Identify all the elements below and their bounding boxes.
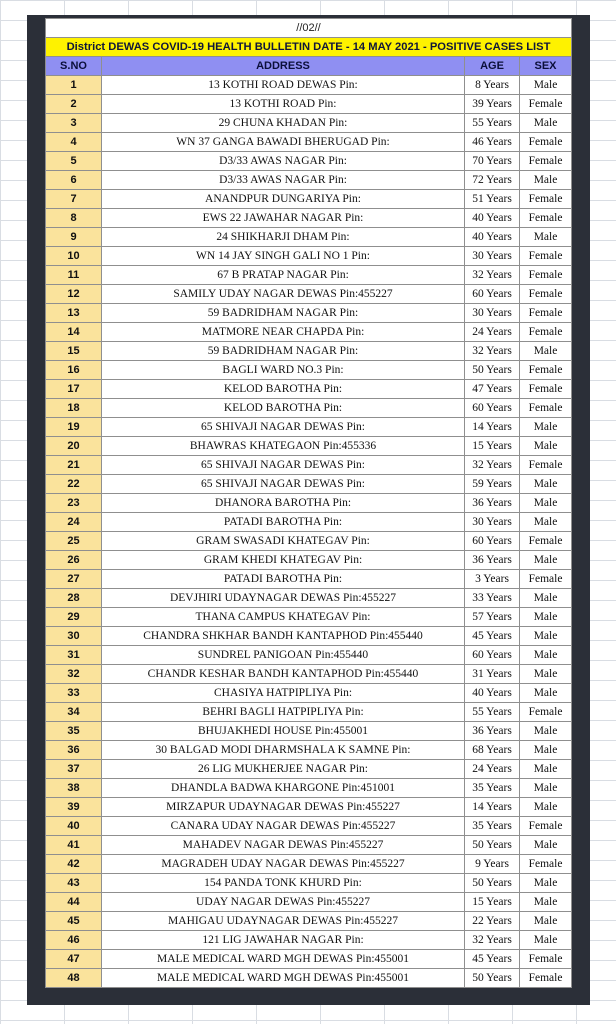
table-row bbox=[46, 171, 572, 190]
cell-address: 121 LIG JAWAHAR NAGAR Pin: bbox=[102, 931, 465, 950]
cell-sno: 22 bbox=[46, 475, 102, 494]
cell-sno: 44 bbox=[46, 893, 102, 912]
cell-address: D3/33 AWAS NAGAR Pin: bbox=[102, 152, 465, 171]
cell-age: 30 Years bbox=[465, 513, 520, 532]
cell-address: 59 BADRIDHAM NAGAR Pin: bbox=[102, 304, 465, 323]
table-row bbox=[46, 836, 572, 855]
cell-address: MALE MEDICAL WARD MGH DEWAS Pin:455001 bbox=[102, 950, 465, 969]
cell-age: 30 Years bbox=[465, 247, 520, 266]
cell-age: 24 Years bbox=[465, 760, 520, 779]
cell-age: 50 Years bbox=[465, 361, 520, 380]
table-row bbox=[46, 741, 572, 760]
table-row bbox=[46, 342, 572, 361]
table-row bbox=[46, 361, 572, 380]
cell-age: 15 Years bbox=[465, 437, 520, 456]
cell-sno: 3 bbox=[46, 114, 102, 133]
cell-address: 29 CHUNA KHADAN Pin: bbox=[102, 114, 465, 133]
cell-sex: Female bbox=[520, 950, 572, 969]
cell-address: PATADI BAROTHA Pin: bbox=[102, 513, 465, 532]
cell-sex: Male bbox=[520, 722, 572, 741]
cell-age: 22 Years bbox=[465, 912, 520, 931]
cell-age: 40 Years bbox=[465, 684, 520, 703]
table-row bbox=[46, 266, 572, 285]
table-row bbox=[46, 589, 572, 608]
cell-sex: Male bbox=[520, 342, 572, 361]
cell-sex: Female bbox=[520, 456, 572, 475]
cell-sex: Female bbox=[520, 855, 572, 874]
cell-age: 59 Years bbox=[465, 475, 520, 494]
table-row bbox=[46, 285, 572, 304]
table-row bbox=[46, 475, 572, 494]
cell-address: 65 SHIVAJI NAGAR DEWAS Pin: bbox=[102, 456, 465, 475]
cell-age: 36 Years bbox=[465, 551, 520, 570]
cell-age: 24 Years bbox=[465, 323, 520, 342]
cell-address: PATADI BAROTHA Pin: bbox=[102, 570, 465, 589]
cell-address: WN 37 GANGA BAWADI BHERUGAD Pin: bbox=[102, 133, 465, 152]
cell-address: CANARA UDAY NAGAR DEWAS Pin:455227 bbox=[102, 817, 465, 836]
cell-sno: 4 bbox=[46, 133, 102, 152]
table-row bbox=[46, 532, 572, 551]
cell-address: 154 PANDA TONK KHURD Pin: bbox=[102, 874, 465, 893]
cell-sex: Male bbox=[520, 627, 572, 646]
cell-sno: 41 bbox=[46, 836, 102, 855]
cell-sex: Female bbox=[520, 361, 572, 380]
cell-sno: 18 bbox=[46, 399, 102, 418]
cell-address: 30 BALGAD MODI DHARMSHALA K SAMNE Pin: bbox=[102, 741, 465, 760]
cell-sno: 38 bbox=[46, 779, 102, 798]
table-row bbox=[46, 950, 572, 969]
cell-sex: Male bbox=[520, 741, 572, 760]
column-header-sex: SEX bbox=[520, 57, 572, 76]
table-row bbox=[46, 760, 572, 779]
table-row bbox=[46, 551, 572, 570]
table-row bbox=[46, 323, 572, 342]
table-row bbox=[46, 855, 572, 874]
cell-address: CHASIYA HATPIPLIYA Pin: bbox=[102, 684, 465, 703]
cell-address: SUNDREL PANIGOAN Pin:455440 bbox=[102, 646, 465, 665]
cell-sex: Male bbox=[520, 418, 572, 437]
cell-sno: 6 bbox=[46, 171, 102, 190]
cell-sno: 7 bbox=[46, 190, 102, 209]
cell-address: EWS 22 JAWAHAR NAGAR Pin: bbox=[102, 209, 465, 228]
cell-sno: 32 bbox=[46, 665, 102, 684]
table-row bbox=[46, 456, 572, 475]
cell-sno: 23 bbox=[46, 494, 102, 513]
cell-age: 40 Years bbox=[465, 228, 520, 247]
cell-age: 39 Years bbox=[465, 95, 520, 114]
column-header-sno: S.NO bbox=[46, 57, 102, 76]
cell-age: 32 Years bbox=[465, 342, 520, 361]
cell-address: 13 KOTHI ROAD DEWAS Pin: bbox=[102, 76, 465, 95]
table-row bbox=[46, 399, 572, 418]
cell-address: DEVJHIRI UDAYNAGAR DEWAS Pin:455227 bbox=[102, 589, 465, 608]
cell-sex: Male bbox=[520, 760, 572, 779]
table-row bbox=[46, 893, 572, 912]
cell-sex: Female bbox=[520, 247, 572, 266]
column-header-row bbox=[46, 57, 572, 76]
cell-age: 32 Years bbox=[465, 931, 520, 950]
table-row bbox=[46, 931, 572, 950]
cell-address: D3/33 AWAS NAGAR Pin: bbox=[102, 171, 465, 190]
cell-sex: Male bbox=[520, 228, 572, 247]
cell-sno: 24 bbox=[46, 513, 102, 532]
cell-age: 55 Years bbox=[465, 114, 520, 133]
cell-age: 36 Years bbox=[465, 722, 520, 741]
table-row bbox=[46, 95, 572, 114]
cell-sno: 45 bbox=[46, 912, 102, 931]
cell-sex: Female bbox=[520, 532, 572, 551]
cell-address: 59 BADRIDHAM NAGAR Pin: bbox=[102, 342, 465, 361]
cell-address: MAGRADEH UDAY NAGAR DEWAS Pin:455227 bbox=[102, 855, 465, 874]
table-row bbox=[46, 228, 572, 247]
cell-age: 36 Years bbox=[465, 494, 520, 513]
table-row bbox=[46, 494, 572, 513]
cell-sno: 48 bbox=[46, 969, 102, 988]
cell-sno: 42 bbox=[46, 855, 102, 874]
cell-address: MATMORE NEAR CHAPDA Pin: bbox=[102, 323, 465, 342]
table-row bbox=[46, 513, 572, 532]
table-row bbox=[46, 665, 572, 684]
cell-sex: Male bbox=[520, 608, 572, 627]
column-header-age: AGE bbox=[465, 57, 520, 76]
cell-sex: Female bbox=[520, 190, 572, 209]
cell-age: 55 Years bbox=[465, 703, 520, 722]
cell-age: 33 Years bbox=[465, 589, 520, 608]
bulletin-title: District DEWAS COVID-19 HEALTH BULLETIN DATE - 14 MAY 2021 - POSITIVE CASES LIST bbox=[46, 38, 572, 57]
table-row bbox=[46, 76, 572, 95]
page-marker: //02// bbox=[46, 19, 572, 38]
cell-sex: Female bbox=[520, 969, 572, 988]
cell-age: 8 Years bbox=[465, 76, 520, 95]
cell-sex: Male bbox=[520, 114, 572, 133]
cell-sex: Female bbox=[520, 570, 572, 589]
cell-address: CHANDR KESHAR BANDH KANTAPHOD Pin:455440 bbox=[102, 665, 465, 684]
cell-age: 32 Years bbox=[465, 456, 520, 475]
cell-sno: 35 bbox=[46, 722, 102, 741]
cell-sno: 14 bbox=[46, 323, 102, 342]
table-row bbox=[46, 646, 572, 665]
cell-address: CHANDRA SHKHAR BANDH KANTAPHOD Pin:455440 bbox=[102, 627, 465, 646]
cell-age: 40 Years bbox=[465, 209, 520, 228]
cell-sno: 20 bbox=[46, 437, 102, 456]
cell-sno: 1 bbox=[46, 76, 102, 95]
cell-age: 32 Years bbox=[465, 266, 520, 285]
cell-sno: 16 bbox=[46, 361, 102, 380]
cell-sno: 36 bbox=[46, 741, 102, 760]
cell-address: MAHIGAU UDAYNAGAR DEWAS Pin:455227 bbox=[102, 912, 465, 931]
cell-sno: 28 bbox=[46, 589, 102, 608]
cell-address: 67 B PRATAP NAGAR Pin: bbox=[102, 266, 465, 285]
column-header-address: ADDRESS bbox=[102, 57, 465, 76]
cell-address: 24 SHIKHARJI DHAM Pin: bbox=[102, 228, 465, 247]
table-row bbox=[46, 684, 572, 703]
cell-age: 45 Years bbox=[465, 950, 520, 969]
cell-sex: Female bbox=[520, 399, 572, 418]
cell-address: KELOD BAROTHA Pin: bbox=[102, 380, 465, 399]
cell-sno: 5 bbox=[46, 152, 102, 171]
cell-age: 70 Years bbox=[465, 152, 520, 171]
cell-address: SAMILY UDAY NAGAR DEWAS Pin:455227 bbox=[102, 285, 465, 304]
cell-sex: Female bbox=[520, 95, 572, 114]
table-row bbox=[46, 190, 572, 209]
cell-address: 65 SHIVAJI NAGAR DEWAS Pin: bbox=[102, 475, 465, 494]
table-row bbox=[46, 418, 572, 437]
cell-age: 9 Years bbox=[465, 855, 520, 874]
cell-sno: 31 bbox=[46, 646, 102, 665]
cell-age: 51 Years bbox=[465, 190, 520, 209]
table-row bbox=[46, 912, 572, 931]
cell-age: 14 Years bbox=[465, 798, 520, 817]
page-marker-row bbox=[46, 19, 572, 38]
cell-sex: Male bbox=[520, 551, 572, 570]
cell-sex: Female bbox=[520, 133, 572, 152]
cell-sex: Male bbox=[520, 589, 572, 608]
cell-sex: Female bbox=[520, 209, 572, 228]
cell-sex: Male bbox=[520, 779, 572, 798]
cell-sno: 10 bbox=[46, 247, 102, 266]
cell-age: 46 Years bbox=[465, 133, 520, 152]
table-row bbox=[46, 798, 572, 817]
cell-address: MAHADEV NAGAR DEWAS Pin:455227 bbox=[102, 836, 465, 855]
cell-sno: 25 bbox=[46, 532, 102, 551]
cell-sex: Male bbox=[520, 437, 572, 456]
cell-sex: Male bbox=[520, 76, 572, 95]
cell-sno: 27 bbox=[46, 570, 102, 589]
cell-sex: Female bbox=[520, 285, 572, 304]
cell-sex: Female bbox=[520, 817, 572, 836]
cell-address: BHUJAKHEDI HOUSE Pin:455001 bbox=[102, 722, 465, 741]
cell-sno: 34 bbox=[46, 703, 102, 722]
cell-address: UDAY NAGAR DEWAS Pin:455227 bbox=[102, 893, 465, 912]
cell-sex: Male bbox=[520, 475, 572, 494]
cell-age: 14 Years bbox=[465, 418, 520, 437]
cell-address: 26 LIG MUKHERJEE NAGAR Pin: bbox=[102, 760, 465, 779]
cell-sex: Male bbox=[520, 684, 572, 703]
cell-address: DHANDLA BADWA KHARGONE Pin:451001 bbox=[102, 779, 465, 798]
table-row bbox=[46, 133, 572, 152]
cell-sex: Female bbox=[520, 266, 572, 285]
cell-address: MIRZAPUR UDAYNAGAR DEWAS Pin:455227 bbox=[102, 798, 465, 817]
cell-age: 50 Years bbox=[465, 874, 520, 893]
cell-age: 68 Years bbox=[465, 741, 520, 760]
cell-sno: 26 bbox=[46, 551, 102, 570]
cell-age: 35 Years bbox=[465, 817, 520, 836]
cell-address: 13 KOTHI ROAD Pin: bbox=[102, 95, 465, 114]
cell-address: KELOD BAROTHA Pin: bbox=[102, 399, 465, 418]
cell-age: 57 Years bbox=[465, 608, 520, 627]
cell-age: 60 Years bbox=[465, 532, 520, 551]
cell-age: 50 Years bbox=[465, 836, 520, 855]
table-row bbox=[46, 817, 572, 836]
table-row bbox=[46, 779, 572, 798]
table-row bbox=[46, 209, 572, 228]
cell-address: BEHRI BAGLI HATPIPLIYA Pin: bbox=[102, 703, 465, 722]
positive-cases-table bbox=[45, 18, 572, 988]
cell-sno: 37 bbox=[46, 760, 102, 779]
cell-sno: 15 bbox=[46, 342, 102, 361]
cell-sno: 2 bbox=[46, 95, 102, 114]
cell-address: BAGLI WARD NO.3 Pin: bbox=[102, 361, 465, 380]
cell-sno: 33 bbox=[46, 684, 102, 703]
table-row bbox=[46, 627, 572, 646]
table-row bbox=[46, 722, 572, 741]
cell-sno: 8 bbox=[46, 209, 102, 228]
table-row bbox=[46, 247, 572, 266]
cell-sex: Female bbox=[520, 703, 572, 722]
cell-age: 60 Years bbox=[465, 399, 520, 418]
cell-sno: 17 bbox=[46, 380, 102, 399]
cell-sex: Female bbox=[520, 380, 572, 399]
table-row bbox=[46, 152, 572, 171]
cell-sno: 12 bbox=[46, 285, 102, 304]
cell-age: 15 Years bbox=[465, 893, 520, 912]
cell-address: 65 SHIVAJI NAGAR DEWAS Pin: bbox=[102, 418, 465, 437]
cell-age: 45 Years bbox=[465, 627, 520, 646]
table-row bbox=[46, 380, 572, 399]
cell-sno: 39 bbox=[46, 798, 102, 817]
cell-sex: Male bbox=[520, 646, 572, 665]
cell-age: 30 Years bbox=[465, 304, 520, 323]
cell-sno: 29 bbox=[46, 608, 102, 627]
cell-sex: Male bbox=[520, 513, 572, 532]
cell-address: BHAWRAS KHATEGAON Pin:455336 bbox=[102, 437, 465, 456]
cell-address: WN 14 JAY SINGH GALI NO 1 Pin: bbox=[102, 247, 465, 266]
cell-address: ANANDPUR DUNGARIYA Pin: bbox=[102, 190, 465, 209]
cell-sno: 46 bbox=[46, 931, 102, 950]
cell-sno: 47 bbox=[46, 950, 102, 969]
cell-sex: Female bbox=[520, 323, 572, 342]
table-row bbox=[46, 437, 572, 456]
table-row bbox=[46, 608, 572, 627]
cell-sex: Male bbox=[520, 893, 572, 912]
cell-sex: Female bbox=[520, 152, 572, 171]
cell-sex: Male bbox=[520, 912, 572, 931]
cell-address: DHANORA BAROTHA Pin: bbox=[102, 494, 465, 513]
table-row bbox=[46, 874, 572, 893]
cell-sno: 13 bbox=[46, 304, 102, 323]
cell-age: 50 Years bbox=[465, 969, 520, 988]
table-row bbox=[46, 114, 572, 133]
cell-address: GRAM SWASADI KHATEGAV Pin: bbox=[102, 532, 465, 551]
cell-sno: 11 bbox=[46, 266, 102, 285]
cell-sno: 9 bbox=[46, 228, 102, 247]
cell-sno: 40 bbox=[46, 817, 102, 836]
cell-sno: 21 bbox=[46, 456, 102, 475]
cell-sex: Male bbox=[520, 171, 572, 190]
cell-sex: Male bbox=[520, 874, 572, 893]
cell-sno: 43 bbox=[46, 874, 102, 893]
cell-age: 60 Years bbox=[465, 285, 520, 304]
table-row bbox=[46, 304, 572, 323]
table-row bbox=[46, 570, 572, 589]
cell-sex: Male bbox=[520, 665, 572, 684]
cell-age: 60 Years bbox=[465, 646, 520, 665]
table-row bbox=[46, 703, 572, 722]
cell-sex: Female bbox=[520, 304, 572, 323]
cell-sno: 30 bbox=[46, 627, 102, 646]
cell-sex: Male bbox=[520, 836, 572, 855]
title-row bbox=[46, 38, 572, 57]
cell-age: 3 Years bbox=[465, 570, 520, 589]
cell-sex: Male bbox=[520, 494, 572, 513]
cell-age: 31 Years bbox=[465, 665, 520, 684]
cell-sex: Male bbox=[520, 798, 572, 817]
cell-sno: 19 bbox=[46, 418, 102, 437]
table-row bbox=[46, 969, 572, 988]
cell-age: 47 Years bbox=[465, 380, 520, 399]
cell-sex: Male bbox=[520, 931, 572, 950]
cell-age: 72 Years bbox=[465, 171, 520, 190]
cell-address: MALE MEDICAL WARD MGH DEWAS Pin:455001 bbox=[102, 969, 465, 988]
cell-age: 35 Years bbox=[465, 779, 520, 798]
cell-address: GRAM KHEDI KHATEGAV Pin: bbox=[102, 551, 465, 570]
cell-address: THANA CAMPUS KHATEGAV Pin: bbox=[102, 608, 465, 627]
